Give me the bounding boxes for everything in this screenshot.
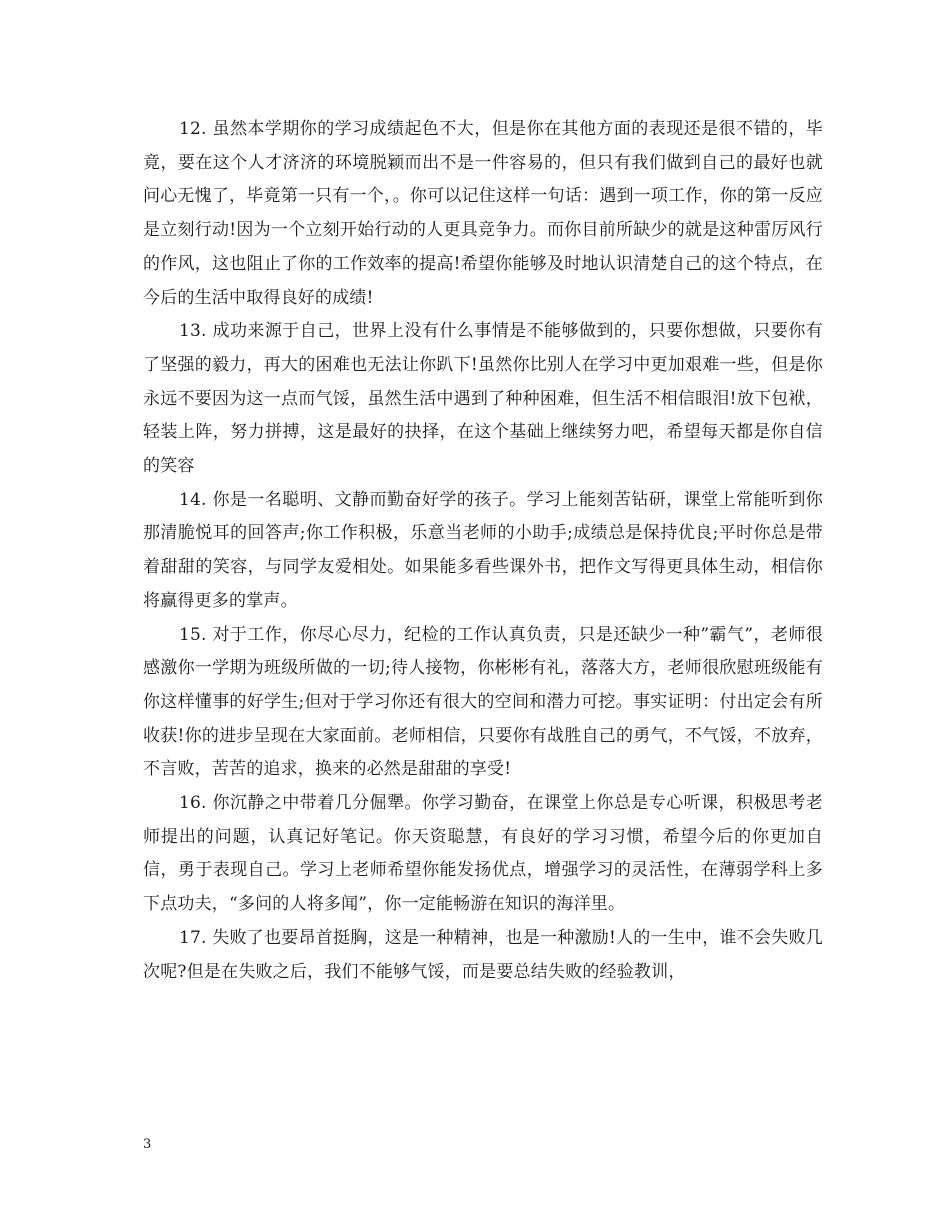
document-body xyxy=(143,113,823,989)
paragraph-13: 13. 成功来源于自己，世界上没有什么事情是不能够做到的，只要你想做，只要你有了坚强的毅力，再大的困难也无法让你趴下!虽然你比别人在学习中更加艰难一些，但是你永远不要因为这一点而气馁，虽然生活中遇到了种种困难，但生活不相信眼泪!放下包袱，轻装上阵，努力拼搏，这是最好的抉择，在这个基础上继续努力吧，希望每天都是你自信的笑容 xyxy=(143,321,823,477)
paragraph-14: 14. 你是一名聪明、文静而勤奋好学的孩子。学习上能刻苦钻研，课堂上常能听到你那清脆悦耳的回答声;你工作积极，乐意当老师的小助手;成绩总是保持优良;平时你总是带着甜甜的笑容，与同学友爱相处。如果能多看些课外书，把作文写得更具体生动，相信你将赢得更多的掌声。 xyxy=(143,489,823,611)
paragraph-17: 17. 失败了也要昂首挺胸，这是一种精神，也是一种激励!人的一生中，谁不会失败几次呢?但是在失败之后，我们不能够气馁，而是要总结失败的经验教训， xyxy=(143,927,823,982)
paragraph-12: 12. 虽然本学期你的学习成绩起色不大，但是你在其他方面的表现还是很不错的，毕竟，要在这个人才济济的环境脱颖而出不是一件容易的，但只有我们做到自己的最好也就问心无愧了，毕竟第一只有一个，。你可以记住这样一句话：遇到一项工作，你的第一反应是立刻行动!因为一个立刻开始行动的人更具竞争力。而你目前所缺少的就是这种雷厉风行的作风，这也阻止了你的工作效率的提高!希望你能够及时地认识清楚自己的这个特点，在今后的生活中取得良好的成绩! xyxy=(143,119,823,308)
paragraph-15: 15. 对于工作，你尽心尽力，纪检的工作认真负责，只是还缺少一种”霸气”，老师很感激你一学期为班级所做的一切;待人接物，你彬彬有礼，落落大方，老师很欣慰班级能有你这样懂事的好学生;但对于学习你还有很大的空间和潜力可挖。事实证明：付出定会有所收获!你的进步呈现在大家面前。老师相信，只要你有战胜自己的勇气，不气馁，不放弃，不言败，苦苦的追求，换来的必然是甜甜的享受! xyxy=(143,624,823,780)
paragraph-16: 16. 你沉静之中带着几分倔犟。你学习勤奋，在课堂上你总是专心听课，积极思考老师提出的问题，认真记好笔记。你天资聪慧，有良好的学习习惯，希望今后的你更加自信，勇于表现自己。学习上老师希望你能发扬优点，增强学习的灵活性，在薄弱学科上多下点功夫，“多问的人将多闻”，你一定能畅游在知识的海洋里。 xyxy=(143,793,823,915)
page-number: 3 xyxy=(143,1137,152,1152)
